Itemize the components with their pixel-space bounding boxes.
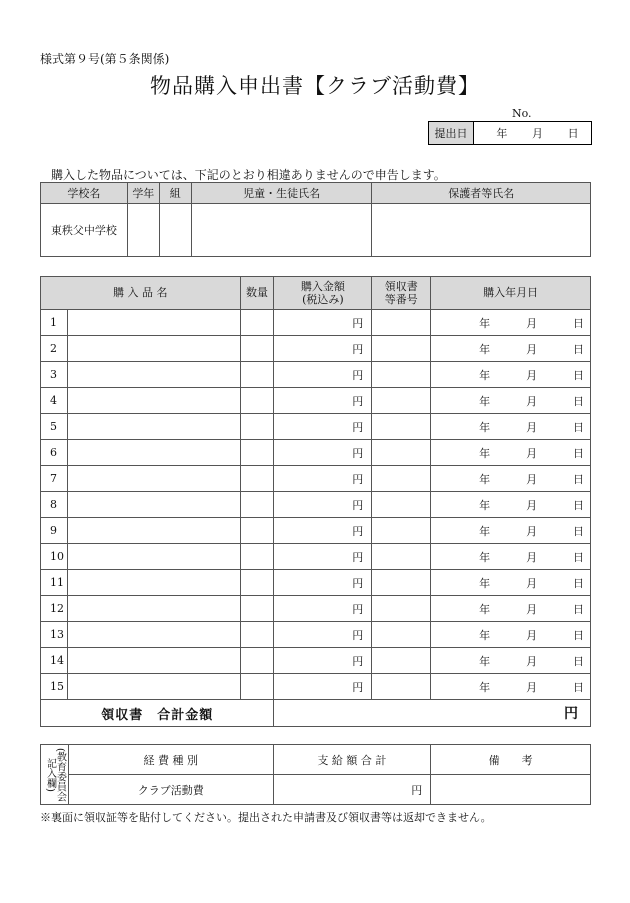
purchase-table (40, 276, 591, 727)
yen-label: 円 (352, 498, 364, 512)
quantity-cell[interactable] (240, 596, 274, 622)
purchase-date-cell[interactable] (431, 466, 591, 492)
amount-cell[interactable] (274, 362, 372, 388)
year-label: 年 (479, 550, 491, 564)
day-label: 日 (573, 394, 584, 408)
amount-cell[interactable] (274, 648, 372, 674)
purchase-date-cell[interactable] (431, 310, 591, 336)
month-label: 月 (526, 446, 538, 460)
header-purchase-date: 購入年月日 (431, 277, 591, 310)
yen-label: 円 (352, 654, 364, 668)
header-amount: 購入金額 (税込み) (274, 277, 372, 310)
item-name-cell[interactable] (67, 674, 240, 700)
amount-cell[interactable] (274, 466, 372, 492)
footnote: ※裏面に領収証等を貼付してください。提出された申請書及び領収書等は返却できません。 (40, 811, 492, 824)
header-expense-type: 経 費 種 別 (68, 745, 273, 775)
month-label: 月 (526, 342, 538, 356)
amount-cell[interactable] (274, 622, 372, 648)
receipt-number-cell[interactable] (372, 388, 431, 414)
yen-label: 円 (352, 420, 364, 434)
payment-yen: 円 (411, 783, 423, 797)
header-remarks: 備 考 (431, 745, 591, 775)
year-label: 年 (479, 602, 491, 616)
item-name-cell[interactable] (67, 570, 240, 596)
year-label: 年 (479, 368, 491, 382)
year-label: 年 (479, 316, 491, 330)
school-name-cell: 東秩父中学校 (41, 204, 128, 257)
year-label: 年 (479, 394, 491, 408)
grade-cell[interactable] (127, 204, 159, 257)
receipt-number-cell[interactable] (372, 310, 431, 336)
purchase-row (41, 596, 591, 622)
day-label: 日 (573, 654, 584, 668)
amount-cell[interactable] (274, 440, 372, 466)
receipt-number-cell[interactable] (372, 544, 431, 570)
yen-label: 円 (352, 472, 364, 486)
receipt-number-cell[interactable] (372, 492, 431, 518)
yen-label: 円 (352, 576, 364, 590)
year-label: 年 (479, 680, 491, 694)
total-label: 領収書 合計金額 (41, 700, 274, 727)
purchase-date-cell[interactable] (431, 622, 591, 648)
quantity-cell[interactable] (240, 648, 274, 674)
year-label: 年 (479, 498, 491, 512)
day-label: 日 (573, 446, 584, 460)
row-number: 13 (41, 622, 68, 648)
purchase-row (41, 622, 591, 648)
item-name-cell[interactable] (67, 466, 240, 492)
receipt-number-cell[interactable] (372, 648, 431, 674)
receipt-number-cell[interactable] (372, 596, 431, 622)
day-label: 日 (573, 316, 584, 330)
row-number: 4 (41, 388, 68, 414)
purchase-date-cell[interactable] (431, 518, 591, 544)
item-name-cell[interactable] (67, 362, 240, 388)
amount-cell[interactable] (274, 310, 372, 336)
purchase-row (41, 492, 591, 518)
day-label: 日 (573, 342, 584, 356)
item-name-cell[interactable] (67, 596, 240, 622)
purchase-date-cell[interactable] (431, 492, 591, 518)
day-label: 日 (573, 498, 584, 512)
expense-type-value: クラブ活動費 (68, 775, 273, 805)
yen-label: 円 (352, 550, 364, 564)
quantity-cell[interactable] (240, 362, 274, 388)
receipt-number-cell[interactable] (372, 336, 431, 362)
quantity-cell[interactable] (240, 466, 274, 492)
class-cell[interactable] (159, 204, 191, 257)
receipt-number-cell[interactable] (372, 414, 431, 440)
purchase-date-cell[interactable] (431, 414, 591, 440)
row-number: 3 (41, 362, 68, 388)
day-label: 日 (573, 680, 584, 694)
row-number: 5 (41, 414, 68, 440)
year-label: 年 (479, 420, 491, 434)
receipt-number-cell[interactable] (372, 440, 431, 466)
amount-cell[interactable] (274, 570, 372, 596)
quantity-cell[interactable] (240, 674, 274, 700)
purchase-date-cell[interactable] (431, 388, 591, 414)
purchase-date-cell[interactable] (431, 596, 591, 622)
quantity-cell[interactable] (240, 310, 274, 336)
purchase-date-cell[interactable] (431, 544, 591, 570)
month-label: 月 (526, 524, 538, 538)
form-number: 様式第９号(第５条関係) (40, 52, 170, 66)
item-name-cell[interactable] (67, 648, 240, 674)
board-side-label-cell (41, 745, 69, 805)
purchase-date-cell[interactable] (431, 674, 591, 700)
board-side-label: (教育委員会記入欄) (44, 747, 66, 802)
yen-label: 円 (352, 316, 364, 330)
row-number: 8 (41, 492, 68, 518)
total-yen: 円 (564, 706, 578, 722)
item-name-cell[interactable] (67, 310, 240, 336)
month-label: 月 (526, 680, 538, 694)
amount-cell[interactable] (274, 336, 372, 362)
quantity-cell[interactable] (240, 518, 274, 544)
header-grade: 学年 (127, 183, 159, 204)
year-label: 年 (479, 446, 491, 460)
year-label: 年 (479, 472, 491, 486)
month-label: 月 (526, 498, 538, 512)
year-label: 年 (479, 654, 491, 668)
submission-date-field[interactable] (474, 122, 591, 144)
day-label: 日 (573, 524, 584, 538)
quantity-cell[interactable] (240, 570, 274, 596)
row-number: 2 (41, 336, 68, 362)
submission-date-label: 提出日 (429, 122, 474, 144)
year-label: 年 (479, 342, 491, 356)
day-label: 日 (573, 628, 584, 642)
purchase-row (41, 336, 591, 362)
remarks-field[interactable] (431, 775, 591, 805)
guardian-name-cell[interactable] (372, 204, 591, 257)
amount-cell[interactable] (274, 596, 372, 622)
day-label: 日 (573, 368, 584, 382)
item-name-cell[interactable] (67, 518, 240, 544)
purchase-row (41, 466, 591, 492)
receipt-number-cell[interactable] (372, 674, 431, 700)
quantity-cell[interactable] (240, 414, 274, 440)
item-name-cell[interactable] (67, 440, 240, 466)
quantity-cell[interactable] (240, 440, 274, 466)
student-name-cell[interactable] (191, 204, 372, 257)
purchase-row (41, 570, 591, 596)
receipt-number-cell[interactable] (372, 362, 431, 388)
amount-cell[interactable] (274, 388, 372, 414)
purchase-date-cell[interactable] (431, 570, 591, 596)
yen-label: 円 (352, 342, 364, 356)
page-title: 物品購入申出書【クラブ活動費】 (150, 74, 480, 98)
quantity-cell[interactable] (240, 492, 274, 518)
amount-cell[interactable] (274, 544, 372, 570)
row-number: 14 (41, 648, 68, 674)
quantity-cell[interactable] (240, 622, 274, 648)
quantity-cell[interactable] (240, 544, 274, 570)
row-number: 12 (41, 596, 68, 622)
row-number: 11 (41, 570, 68, 596)
day-label: 日 (573, 472, 584, 486)
header-receipt-number: 領収書 等番号 (372, 277, 431, 310)
month-label: 月 (526, 602, 538, 616)
submission-date-box (428, 121, 592, 145)
purchase-row (41, 388, 591, 414)
yen-label: 円 (352, 602, 364, 616)
row-number: 7 (41, 466, 68, 492)
header-item-name: 購 入 品 名 (41, 277, 241, 310)
purchase-row (41, 362, 591, 388)
row-number: 10 (41, 544, 68, 570)
row-number: 1 (41, 310, 68, 336)
purchase-row (41, 544, 591, 570)
purchase-row (41, 310, 591, 336)
item-name-cell[interactable] (67, 492, 240, 518)
total-amount-field[interactable] (274, 700, 591, 727)
year-label: 年 (479, 576, 491, 590)
day-label: 日 (573, 420, 584, 434)
receipt-number-cell[interactable] (372, 518, 431, 544)
item-name-cell[interactable] (67, 622, 240, 648)
yen-label: 円 (352, 394, 364, 408)
purchase-row (41, 518, 591, 544)
payment-total-field[interactable] (273, 775, 431, 805)
quantity-cell[interactable] (240, 388, 274, 414)
purchase-row (41, 440, 591, 466)
month-label: 月 (526, 472, 538, 486)
month-label: 月 (526, 550, 538, 564)
applicant-table (40, 182, 591, 257)
header-student-name: 児童・生徒氏名 (191, 183, 372, 204)
day-label: 日 (567, 127, 579, 140)
purchase-date-cell[interactable] (431, 440, 591, 466)
month-label: 月 (526, 368, 538, 382)
item-name-cell[interactable] (67, 414, 240, 440)
purchase-row (41, 648, 591, 674)
purchase-row (41, 674, 591, 700)
day-label: 日 (573, 550, 584, 564)
item-name-cell[interactable] (67, 544, 240, 570)
yen-label: 円 (352, 368, 364, 382)
board-table (40, 744, 591, 805)
header-payment-total: 支 給 額 合 計 (273, 745, 431, 775)
year-label: 年 (479, 628, 491, 642)
quantity-cell[interactable] (240, 336, 274, 362)
day-label: 日 (573, 576, 584, 590)
purchase-date-cell[interactable] (431, 362, 591, 388)
header-class: 組 (159, 183, 191, 204)
purchase-date-cell[interactable] (431, 648, 591, 674)
number-label: No. (512, 107, 532, 120)
receipt-number-cell[interactable] (372, 622, 431, 648)
intro-text: 購入した物品については、下記のとおり相違ありませんので申告します。 (51, 168, 446, 182)
month-label: 月 (526, 628, 538, 642)
header-school-name: 学校名 (41, 183, 128, 204)
month-label: 月 (526, 576, 538, 590)
row-number: 9 (41, 518, 68, 544)
day-label: 日 (573, 602, 584, 616)
header-guardian-name: 保護者等氏名 (372, 183, 591, 204)
amount-cell[interactable] (274, 518, 372, 544)
item-name-cell[interactable] (67, 336, 240, 362)
row-number: 6 (41, 440, 68, 466)
receipt-number-cell[interactable] (372, 570, 431, 596)
header-quantity: 数量 (240, 277, 274, 310)
amount-cell[interactable] (274, 492, 372, 518)
purchase-row (41, 414, 591, 440)
amount-cell[interactable] (274, 674, 372, 700)
month-label: 月 (526, 420, 538, 434)
yen-label: 円 (352, 446, 364, 460)
item-name-cell[interactable] (67, 388, 240, 414)
receipt-number-cell[interactable] (372, 466, 431, 492)
month-label: 月 (531, 127, 543, 140)
year-label: 年 (479, 524, 491, 538)
purchase-date-cell[interactable] (431, 336, 591, 362)
month-label: 月 (526, 654, 538, 668)
yen-label: 円 (352, 524, 364, 538)
month-label: 月 (526, 316, 538, 330)
year-label: 年 (496, 127, 508, 140)
yen-label: 円 (352, 628, 364, 642)
month-label: 月 (526, 394, 538, 408)
yen-label: 円 (352, 680, 364, 694)
amount-cell[interactable] (274, 414, 372, 440)
row-number: 15 (41, 674, 68, 700)
